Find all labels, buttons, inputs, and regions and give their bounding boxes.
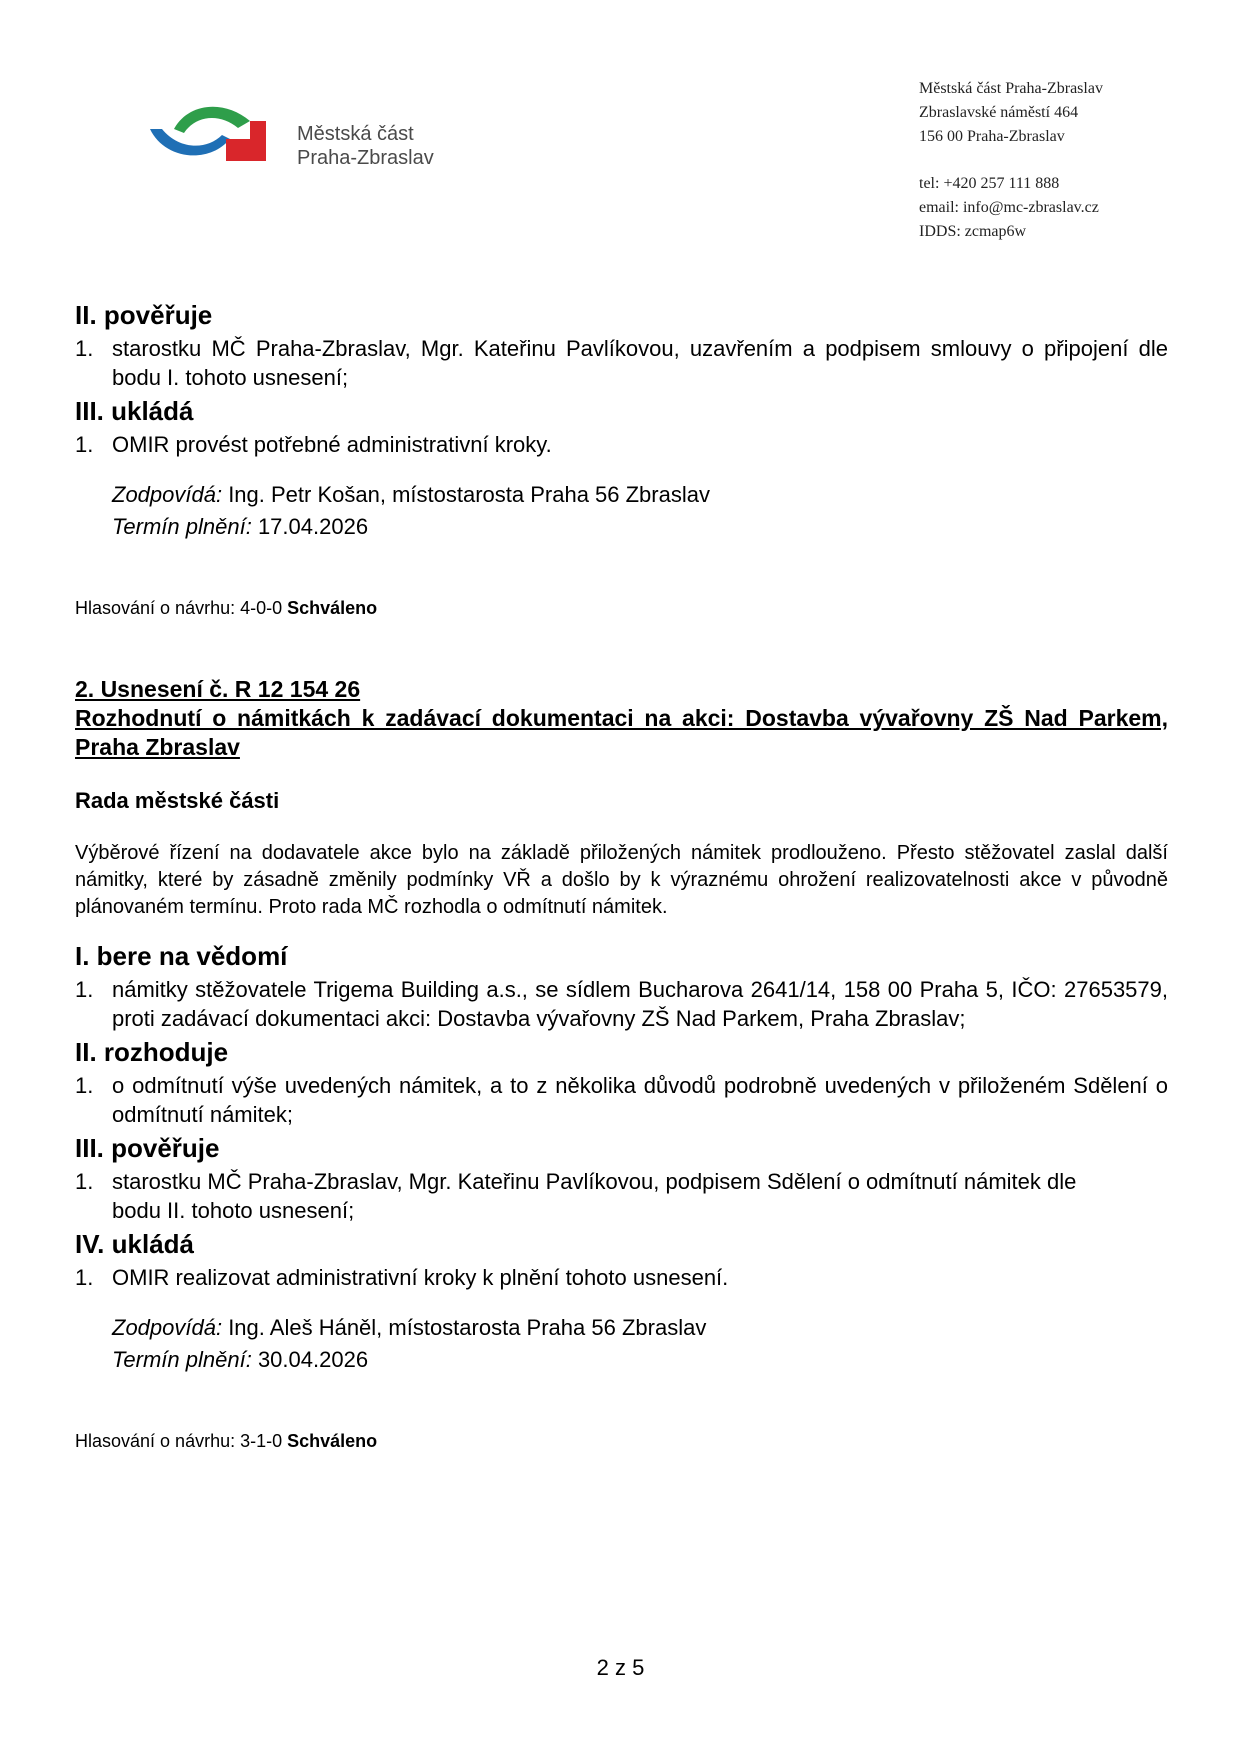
item-text: OMIR realizovat administrativní kroky k plnění tohoto usnesení.: [112, 1265, 729, 1290]
contact-idds: IDDS: zcmap6w: [919, 223, 1027, 240]
bere-item: [75, 975, 1168, 1033]
rozhoduje-item: [75, 1071, 1168, 1129]
logo-text: [297, 122, 434, 170]
logo-text-line1: Městská část: [297, 123, 414, 145]
poveruje-item: [75, 334, 1168, 392]
responsible-label: Zodpovídá:: [112, 1315, 223, 1340]
responsible-label: Zodpovídá:: [112, 482, 223, 507]
item-number: 1.: [75, 1265, 94, 1290]
logo-mark-icon: [150, 95, 285, 167]
heading-uklada: III. ukládá: [75, 396, 194, 426]
item-number: 1.: [75, 432, 94, 457]
uklada-item-2: [75, 1263, 1168, 1292]
poveruje-item-2: [75, 1167, 1112, 1225]
resolution-number: 2. Usnesení č. R 12 154 26: [75, 676, 361, 702]
item-text: námitky stěžovatele Trigema Building a.s., se sídlem Bucharova 2641/14, 158 00 Praha 5, IČO: 27653579, proti zadávací dokumentaci akci: Dostavba vývařovny ZŠ Nad Parkem, Praha Zbraslav;: [112, 977, 1168, 1031]
item-number: 1.: [75, 1169, 94, 1194]
responsible-value: Ing. Petr Košan, místostarosta Praha 56 Zbraslav: [222, 482, 710, 507]
contact-name: Městská část Praha-Zbraslav: [919, 80, 1103, 97]
deadline-line: [75, 511, 1168, 543]
contact-city: 156 00 Praha-Zbraslav: [919, 128, 1065, 145]
heading-uklada-2: IV. ukládá: [75, 1229, 194, 1259]
intro-paragraph: Výběrové řízení na dodavatele akce bylo na základě přiložených námitek prodlouženo. Přesto stěžovatel zaslal další námitky, které by zásadně změnily podmínky VŘ a došlo by k výraznému ohrožení realizovatelnosti akce v původně plánovaném termínu. Proto rada MČ rozhodla o odmítnutí námitek.: [75, 842, 1168, 918]
heading-poveruje-2: III. pověřuje: [75, 1133, 220, 1163]
vote-line: [75, 596, 1168, 620]
vote-label: Hlasování o návrhu:: [75, 1431, 241, 1451]
contact-block: [919, 77, 1103, 244]
contact-email: email: info@mc-zbraslav.cz: [919, 199, 1099, 216]
vote-label: Hlasování o návrhu:: [75, 598, 241, 618]
item-number: 1.: [75, 1073, 94, 1098]
deadline-value: 17.04.2026: [251, 514, 369, 539]
responsible-value: Ing. Aleš Háněl, místostarosta Praha 56 Zbraslav: [222, 1315, 707, 1340]
vote-count: 3-1-0: [240, 1431, 288, 1451]
responsible-line-2: [75, 1312, 1168, 1344]
logo-text-line2: Praha-Zbraslav: [297, 147, 434, 169]
vote-line-2: [75, 1429, 1168, 1453]
deadline-value: 30.04.2026: [251, 1347, 369, 1372]
deadline-line-2: [75, 1344, 1168, 1376]
heading-rozhoduje: II. rozhoduje: [75, 1037, 229, 1067]
document-body: [75, 300, 1168, 1453]
vote-result: Schváleno: [287, 1431, 378, 1451]
resolution-title: Rozhodnutí o námitkách k zadávací dokumentaci na akci: Dostavba vývařovny ZŠ Nad Parkem, Praha Zbraslav: [75, 705, 1168, 760]
heading-bere-na-vedomi: I. bere na vědomí: [75, 941, 288, 971]
item-text: starostku MČ Praha-Zbraslav, Mgr. Kateřinu Pavlíkovou, uzavřením a podpisem smlouvy o připojení dle bodu I. tohoto usnesení;: [112, 336, 1168, 390]
contact-street: Zbraslavské náměstí 464: [919, 104, 1079, 121]
municipality-logo: [150, 95, 450, 175]
item-text: starostku MČ Praha-Zbraslav, Mgr. Kateřinu Pavlíkovou, podpisem Sdělení o odmítnutí námitek dle bodu II. tohoto usnesení;: [112, 1169, 1077, 1223]
deadline-label: Termín plnění:: [112, 514, 252, 539]
uklada-item: [75, 430, 1168, 459]
vote-result: Schváleno: [287, 598, 378, 618]
vote-count: 4-0-0: [240, 598, 288, 618]
contact-phone: tel: +420 257 111 888: [919, 175, 1060, 192]
item-text: o odmítnutí výše uvedených námitek, a to z několika důvodů podrobně uvedených v přiloženém Sdělení o odmítnutí námitek;: [112, 1073, 1168, 1127]
heading-poveruje: II. pověřuje: [75, 300, 213, 330]
item-number: 1.: [75, 977, 94, 1002]
deadline-label: Termín plnění:: [112, 1347, 252, 1372]
item-text: OMIR provést potřebné administrativní kroky.: [112, 432, 552, 457]
page-number: 2 z 5: [596, 1655, 645, 1680]
item-number: 1.: [75, 336, 94, 361]
responsible-line: [75, 479, 1168, 511]
council-heading: Rada městské části: [75, 788, 280, 813]
